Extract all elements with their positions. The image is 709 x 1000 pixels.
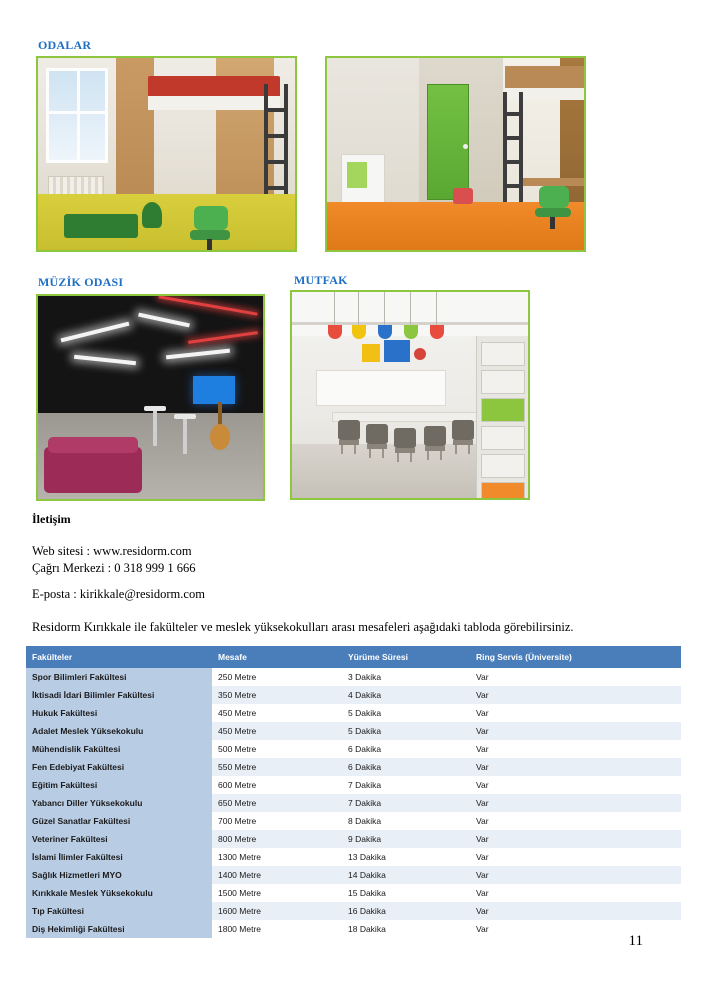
- table-row: [26, 740, 681, 758]
- table-cell: Var: [470, 686, 681, 704]
- table-cell: Var: [470, 884, 681, 902]
- table-cell: Var: [470, 776, 681, 794]
- table-cell: 1600 Metre: [212, 902, 342, 920]
- table-row: [26, 830, 681, 848]
- table-cell: Yabancı Diller Yüksekokulu: [26, 794, 212, 812]
- table-cell: 7 Dakika: [342, 794, 470, 812]
- table-cell: Var: [470, 920, 681, 938]
- table-cell: Kırıkkale Meslek Yüksekokulu: [26, 884, 212, 902]
- section-heading-music-room: MÜZİK ODASI: [38, 275, 124, 289]
- table-cell: 350 Metre: [212, 686, 342, 704]
- table-cell: 650 Metre: [212, 794, 342, 812]
- contact-email: E-posta : kirikkale@residorm.com: [32, 587, 205, 601]
- table-cell: Var: [470, 866, 681, 884]
- table-cell: 1400 Metre: [212, 866, 342, 884]
- contact-website: Web sitesi : www.residorm.com: [32, 544, 192, 558]
- table-row: [26, 848, 681, 866]
- table-row: [26, 920, 681, 938]
- table-cell: Diş Hekimliği Fakültesi: [26, 920, 212, 938]
- table-cell: Hukuk Fakültesi: [26, 704, 212, 722]
- table-cell: Adalet Meslek Yüksekokulu: [26, 722, 212, 740]
- table-cell: Sağlık Hizmetleri MYO: [26, 866, 212, 884]
- table-cell: Var: [470, 794, 681, 812]
- table-cell: 14 Dakika: [342, 866, 470, 884]
- table-cell: Var: [470, 758, 681, 776]
- table-row: [26, 668, 681, 686]
- table-row: [26, 776, 681, 794]
- photo-room-1: [36, 56, 297, 252]
- table-row: [26, 686, 681, 704]
- table-cell: Eğitim Fakültesi: [26, 776, 212, 794]
- contact-call-center: Çağrı Merkezi : 0 318 999 1 666: [32, 561, 196, 575]
- column-header-walking-time: Yürüme Süresi: [342, 646, 470, 668]
- distances-intro-text: Residorm Kırıkkale ile fakülteler ve meslek yüksekokulları arası mesafeleri aşağıdaki tabloda görebilirsiniz.: [32, 620, 574, 634]
- contact-details: [32, 543, 205, 603]
- table-cell: Var: [470, 830, 681, 848]
- section-heading-kitchen: MUTFAK: [294, 273, 348, 287]
- distances-table: [26, 646, 681, 938]
- table-cell: İktisadi İdari Bilimler Fakültesi: [26, 686, 212, 704]
- photo-music-room: [36, 294, 265, 501]
- table-cell: 250 Metre: [212, 668, 342, 686]
- page-number: 11: [628, 933, 643, 949]
- column-header-ring-service: Ring Servis (Üniversite): [470, 646, 681, 668]
- table-cell: 8 Dakika: [342, 812, 470, 830]
- table-cell: 6 Dakika: [342, 758, 470, 776]
- table-cell: Var: [470, 704, 681, 722]
- table-cell: 450 Metre: [212, 722, 342, 740]
- table-cell: 7 Dakika: [342, 776, 470, 794]
- table-cell: 18 Dakika: [342, 920, 470, 938]
- table-row: [26, 902, 681, 920]
- table-cell: 3 Dakika: [342, 668, 470, 686]
- table-cell: Fen Edebiyat Fakültesi: [26, 758, 212, 776]
- table-cell: 600 Metre: [212, 776, 342, 794]
- table-cell: 800 Metre: [212, 830, 342, 848]
- table-cell: 1500 Metre: [212, 884, 342, 902]
- table-body: [26, 668, 681, 938]
- contact-title: İletişim: [32, 512, 71, 526]
- table-row: [26, 812, 681, 830]
- table-cell: Var: [470, 740, 681, 758]
- table-cell: Var: [470, 812, 681, 830]
- table-row: [26, 722, 681, 740]
- table-cell: Var: [470, 668, 681, 686]
- table-cell: Tıp Fakültesi: [26, 902, 212, 920]
- section-heading-rooms: ODALAR: [38, 38, 92, 52]
- column-header-distance: Mesafe: [212, 646, 342, 668]
- table-cell: Var: [470, 848, 681, 866]
- table-cell: Mühendislik Fakültesi: [26, 740, 212, 758]
- table-row: [26, 758, 681, 776]
- table-cell: 1800 Metre: [212, 920, 342, 938]
- table-cell: 700 Metre: [212, 812, 342, 830]
- photo-kitchen: [290, 290, 530, 500]
- table-cell: Spor Bilimleri Fakültesi: [26, 668, 212, 686]
- table-cell: 500 Metre: [212, 740, 342, 758]
- table-row: [26, 704, 681, 722]
- table-cell: 4 Dakika: [342, 686, 470, 704]
- table-row: [26, 866, 681, 884]
- photo-room-2: [325, 56, 586, 252]
- table-cell: 1300 Metre: [212, 848, 342, 866]
- table-cell: Güzel Sanatlar Fakültesi: [26, 812, 212, 830]
- table-cell: Var: [470, 722, 681, 740]
- table-cell: 550 Metre: [212, 758, 342, 776]
- table-cell: 5 Dakika: [342, 704, 470, 722]
- table-cell: 9 Dakika: [342, 830, 470, 848]
- table-cell: Veteriner Fakültesi: [26, 830, 212, 848]
- column-header-faculties: Fakülteler: [26, 646, 212, 668]
- table-cell: 15 Dakika: [342, 884, 470, 902]
- table-cell: 5 Dakika: [342, 722, 470, 740]
- table-cell: Var: [470, 902, 681, 920]
- table-cell: 16 Dakika: [342, 902, 470, 920]
- table-cell: 450 Metre: [212, 704, 342, 722]
- table-row: [26, 794, 681, 812]
- table-header-row: [26, 646, 681, 668]
- table-row: [26, 884, 681, 902]
- table-cell: 6 Dakika: [342, 740, 470, 758]
- table-cell: 13 Dakika: [342, 848, 470, 866]
- table-cell: İslami İlimler Fakültesi: [26, 848, 212, 866]
